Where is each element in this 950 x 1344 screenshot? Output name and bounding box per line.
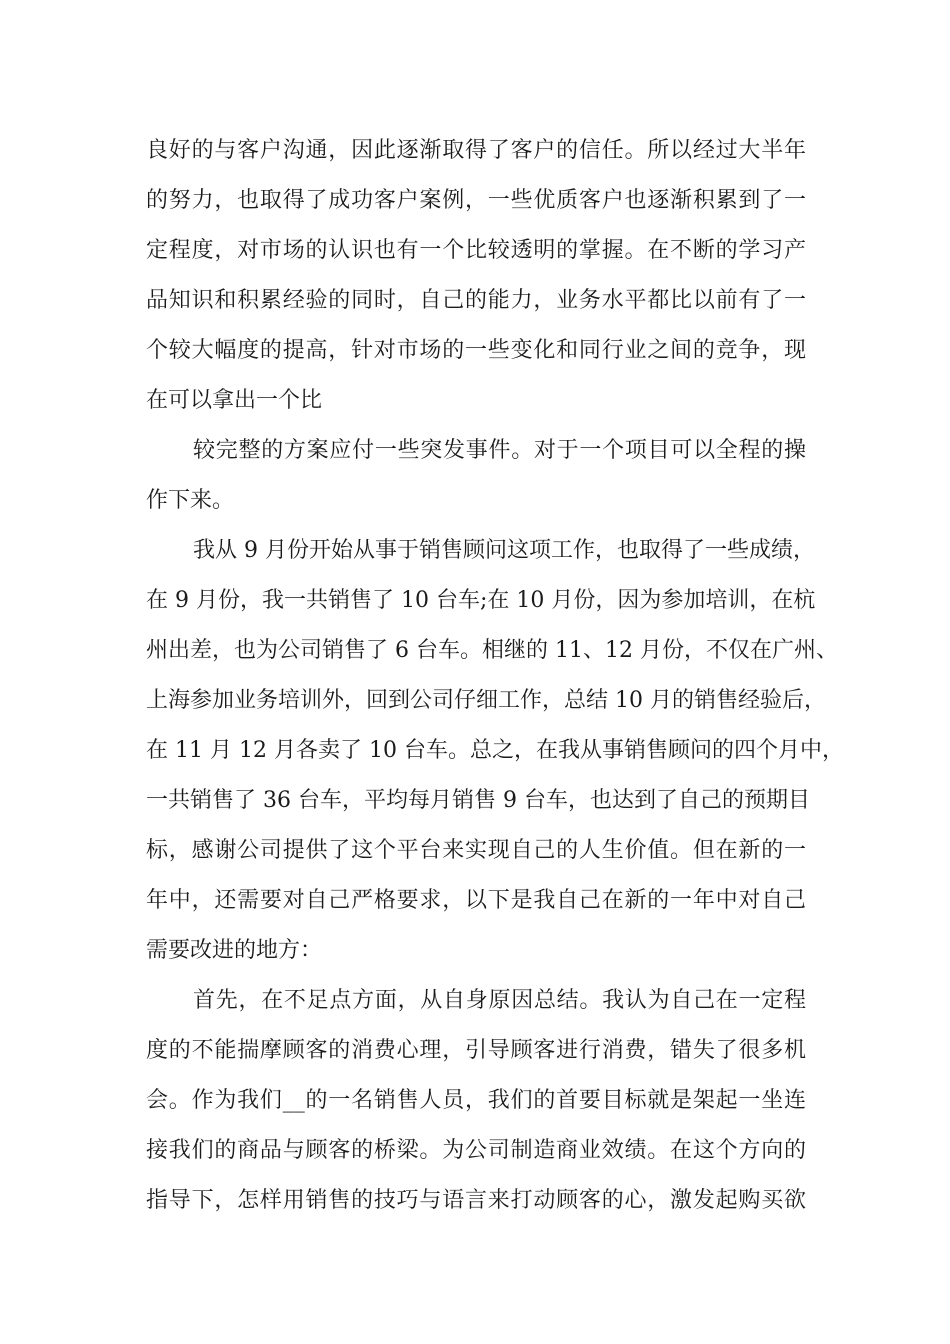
text-line: 州出差，也为公司销售了 6 台车。相继的 11、12 月份，不仅在广州、 <box>146 638 838 663</box>
text-line: 良好的与客户沟通，因此逐渐取得了客户的信任。所以经过大半年 <box>146 138 806 163</box>
text-line: 上海参加业务培训外，回到公司仔细工作，总结 10 月的销售经验后， <box>146 688 826 713</box>
text-line: 指导下，怎样用销售的技巧与语言来打动顾客的心，激发起购买欲 <box>146 1188 806 1213</box>
text-line: 度的不能揣摩顾客的消费心理，引导顾客进行消费，错失了很多机 <box>146 1038 806 1063</box>
text-line: 接我们的商品与顾客的桥梁。为公司制造商业效绩。在这个方向的 <box>146 1138 806 1163</box>
text-line: 品知识和积累经验的同时，自己的能力，业务水平都比以前有了一 <box>146 288 806 313</box>
text-line: 会。作为我们__的一名销售人员，我们的首要目标就是架起一坐连 <box>146 1088 806 1113</box>
text-line: 年中，还需要对自己严格要求，以下是我自己在新的一年中对自己 <box>146 888 806 913</box>
text-line: 首先，在不足点方面，从自身原因总结。我认为自己在一定程 <box>193 988 806 1013</box>
text-line: 作下来。 <box>146 488 235 513</box>
text-line: 在 9 月份，我一共销售了 10 台车;在 10 月份，因为参加培训，在杭 <box>146 588 816 613</box>
text-line: 在 11 月 12 月各卖了 10 台车。总之，在我从事销售顾问的四个月中， <box>146 738 844 763</box>
text-line: 较完整的方案应付一些突发事件。对于一个项目可以全程的操 <box>193 438 806 463</box>
text-line: 在可以拿出一个比 <box>146 388 323 413</box>
text-line: 个较大幅度的提高，针对市场的一些变化和同行业之间的竞争，现 <box>146 338 806 363</box>
text-line: 我从 9 月份开始从事于销售顾问这项工作，也取得了一些成绩， <box>193 538 815 563</box>
text-line: 需要改进的地方： <box>146 938 323 963</box>
text-line: 标，感谢公司提供了这个平台来实现自己的人生价值。但在新的一 <box>146 838 806 863</box>
text-line: 的努力，也取得了成功客户案例，一些优质客户也逐渐积累到了一 <box>146 188 806 213</box>
text-line: 定程度，对市场的认识也有一个比较透明的掌握。在不断的学习产 <box>146 238 806 263</box>
text-line: 一共销售了 36 台车，平均每月销售 9 台车，也达到了自己的预期目 <box>146 788 810 813</box>
